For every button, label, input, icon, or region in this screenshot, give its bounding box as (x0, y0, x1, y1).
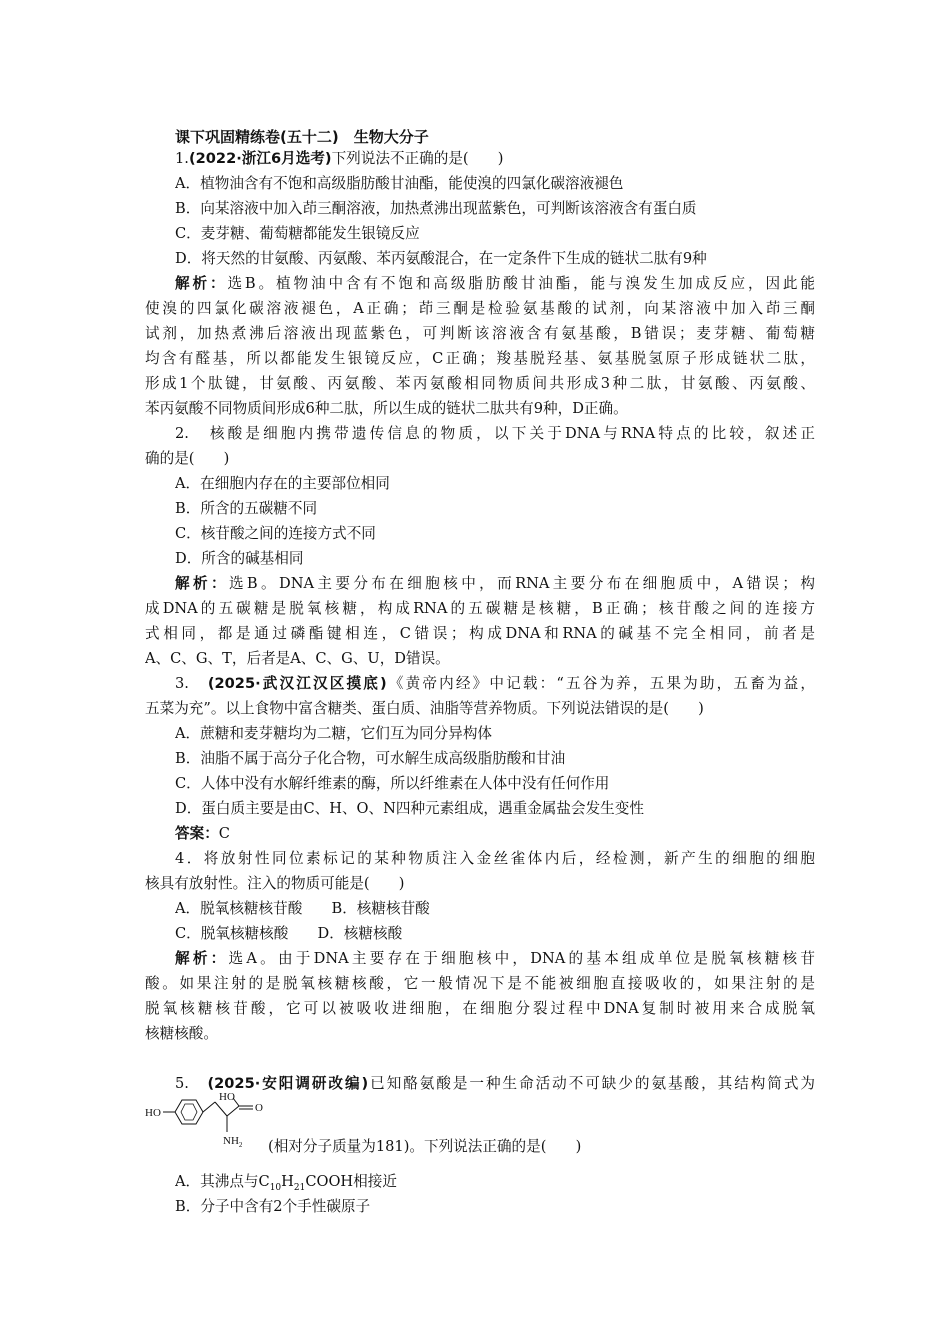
q1-source: (2022·浙江6月选考) (188, 150, 332, 167)
q3-option-d: D．蛋白质主要是由C、H、O、N四种元素组成，遇重金属盐会发生变性 (175, 800, 644, 817)
q3-option-c: C．人体中没有水解纤维素的酶，所以纤维素在人体中没有任何作用 (175, 775, 610, 792)
q4-analysis-line: 核糖核酸。 (145, 1025, 218, 1042)
q5-number: 5. (175, 1075, 208, 1092)
structure-label-o: O (255, 1102, 263, 1114)
bond-line (203, 1102, 215, 1112)
q1-option-a: A．植物油含有不饱和高级脂肪酸甘油酯，能使溴的四氯化碳溶液褪色 (175, 175, 624, 192)
q2-option-a: A．在细胞内存在的主要部位相同 (175, 475, 390, 492)
q1-option-b: B．向某溶液中加入茚三酮溶液，加热煮沸出现蓝紫色，可判断该溶液含有蛋白质 (175, 200, 697, 217)
q4-analysis-line: 脱氧核糖核苷酸，它可以被吸收进细胞，在细胞分裂过程中DNA复制时被用来合成脱氧 (145, 1000, 815, 1017)
q1-analysis-line: 苯丙氨酸不同物质间形成6种二肽，所以生成的链状二肽共有9种，D正确。 (145, 400, 628, 417)
q5-option-a-sub1: 10 (269, 1182, 282, 1193)
q2-analysis-line: A、C、G、T，后者是A、C、G、U，D错误。 (145, 650, 450, 667)
bond-line (227, 1106, 239, 1116)
q5-option-a-pre: A．其沸点与C (175, 1173, 270, 1190)
q4-analysis-line (175, 946, 815, 971)
q4-stem-line: 核具有放射性。注入的物质可能是( ) (145, 875, 405, 892)
q2-stem-line: 2. 核酸是细胞内携带遗传信息的物质，以下关于DNA与RNA特点的比较，叙述正 (175, 425, 815, 442)
q4-analysis-text: 选A。由于DNA主要存在于细胞核中，DNA的基本组成单位是脱氧核糖核苷 (228, 950, 815, 967)
q1-analysis-line: 形成1个肽键，甘氨酸、丙氨酸、苯丙氨酸相同物质间共形成3种二肽，甘氨酸、丙氨酸、 (145, 375, 815, 392)
benzene-ring (175, 1100, 203, 1124)
q2-analysis-line: 成DNA的五碳糖是脱氧核糖，构成RNA的五碳糖是核糖，B正确；核苷酸之间的连接方 (145, 600, 815, 617)
q1-analysis-line: 均含有醛基，所以都能发生银镜反应，C正确；羧基脱羟基、氨基脱氢原子形成链状二肽， (145, 350, 815, 367)
q3-answer-label: 答案： (175, 825, 219, 842)
q1-analysis-text: 选B。植物油中含有不饱和高级脂肪酸甘油酯，能与溴发生加成反应，因此能 (227, 275, 815, 292)
q2-analysis-line (175, 571, 815, 596)
q2-analysis-label: 解析： (175, 575, 229, 592)
q5-option-a-post: COOH相接近 (305, 1173, 397, 1190)
q5-option-a-mid: H (281, 1173, 294, 1190)
q2-option-c: C．核苷酸之间的连接方式不同 (175, 525, 376, 542)
q1-stem (175, 146, 815, 171)
q3-answer (175, 821, 815, 846)
bond-line (215, 1102, 227, 1116)
q5-source: (2025·安阳调研改编) (207, 1075, 369, 1092)
q1-analysis-line (175, 271, 815, 296)
q3-stem-text: 《黄帝内经》中记载：“五谷为养，五果为助，五畜为益， (386, 675, 815, 692)
q5-option-a-sub2: 21 (293, 1182, 306, 1193)
q2-analysis-text: 选B。DNA主要分布在细胞核中，而RNA主要分布在细胞质中，A错误；构 (228, 575, 815, 592)
q5-stem-text: 已知酪氨酸是一种生命活动不可缺少的氨基酸，其结构简式为 (368, 1075, 815, 1092)
q2-option-b: B．所含的五碳糖不同 (175, 500, 318, 517)
q3-source: (2025·武汉江汉区摸底) (207, 675, 387, 692)
structure-label-nh2-sub: 2 (238, 1141, 243, 1149)
q1-option-d: D．将天然的甘氨酸、丙氨酸、苯丙氨酸混合，在一定条件下生成的链状二肽有9种 (175, 250, 707, 267)
structure-label-ho-left: HO (145, 1107, 161, 1119)
q2-analysis-line: 式相同，都是通过磷酯键相连，C错误；构成DNA和RNA的碱基不完全相同，前者是 (145, 625, 815, 642)
q1-analysis-line: 使溴的四氯化碳溶液褪色，A正确；茚三酮是检验氨基酸的试剂，向某溶液中加入茚三酮 (145, 300, 815, 317)
q3-option-b: B．油脂不属于高分子化合物，可水解生成高级脂肪酸和甘油 (175, 750, 566, 767)
q4-options-row2: C．脱氧核糖核酸 D．核糖核酸 (175, 925, 403, 942)
q1-analysis-line: 试剂，加热煮沸后溶液出现蓝紫色，可判断该溶液含有氨基酸，B错误；麦芽糖、葡萄糖 (145, 325, 815, 342)
q5-option-b: B．分子中含有2个手性碳原子 (175, 1198, 371, 1215)
q3-number: 3. (175, 675, 208, 692)
q4-analysis-label: 解析： (175, 950, 229, 967)
q3-option-a: A．蔗糖和麦芽糖均为二糖，它们互为同分异构体 (175, 725, 493, 742)
page-title: 课下巩固精练卷(五十二) 生物大分子 (175, 128, 429, 146)
q5-option-a (175, 1169, 815, 1194)
q2-stem-line: 确的是( ) (145, 450, 230, 467)
q1-stem-text: 下列说法不正确的是( ) (331, 150, 504, 167)
q4-options-row1: A．脱氧核糖核苷酸 B．核糖核苷酸 (175, 900, 430, 917)
q1-number: 1. (175, 150, 189, 167)
structure-label-nh: NH (223, 1135, 239, 1147)
q3-stem-line: 五菜为充”。以上食物中富含糖类、蛋白质、油脂等营养物质。下列说法错误的是( ) (145, 700, 704, 717)
benzene-inner-ring (181, 1104, 197, 1120)
q2-option-d: D．所含的碱基相同 (175, 550, 304, 567)
q1-analysis-label: 解析： (175, 275, 228, 292)
q5-stem-after: (相对分子质量为181)。下列说法正确的是( ) (268, 1138, 582, 1155)
structure-label-ho-top: HO (219, 1092, 235, 1103)
q1-option-c: C．麦芽糖、葡萄糖都能发生银镜反应 (175, 225, 420, 242)
q3-answer-value: C (218, 825, 230, 842)
q4-stem-line: 4．将放射性同位素标记的某种物质注入金丝雀体内后，经检测，新产生的细胞的细胞 (175, 850, 815, 867)
q3-stem-line (175, 671, 815, 696)
q4-analysis-line: 酸。如果注射的是脱氧核糖核酸，它一般情况下是不能被细胞直接吸收的，如果注射的是 (145, 975, 815, 992)
tyrosine-structure-diagram (143, 1092, 283, 1156)
structure-label-nh2 (223, 1135, 243, 1149)
